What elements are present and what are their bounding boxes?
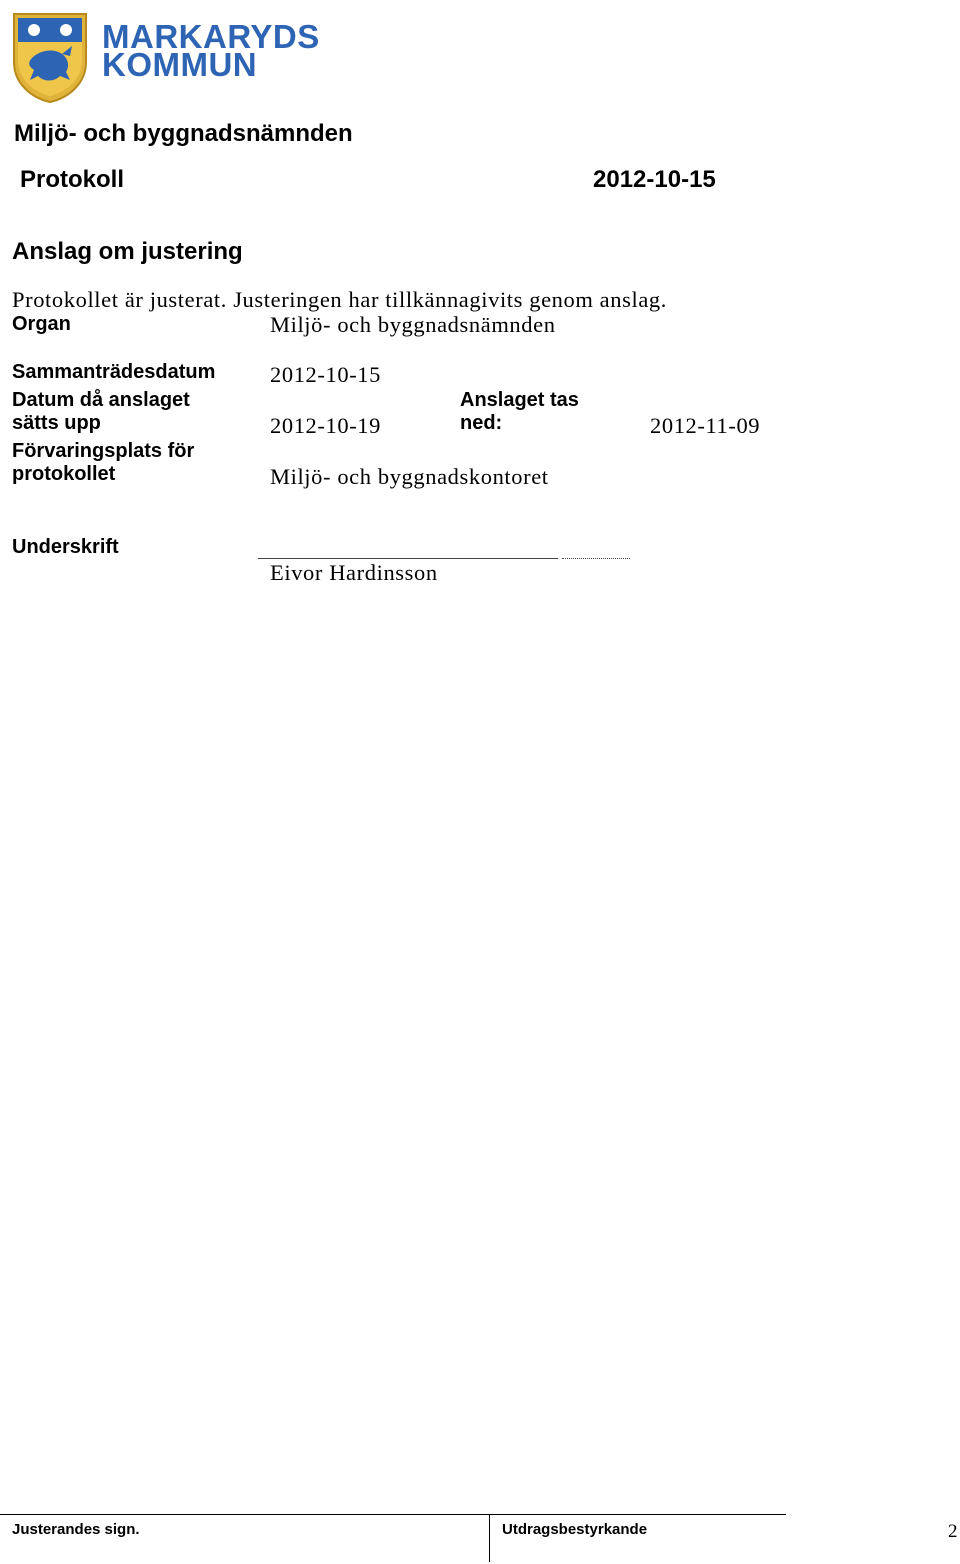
logo-text-line1: MARKARYDS	[102, 18, 320, 55]
signature-line	[258, 558, 558, 559]
signature-line-dotted	[562, 558, 630, 559]
municipality-logo	[10, 10, 320, 105]
storage-label-line2: protokollet	[12, 463, 116, 485]
footer-divider	[0, 1514, 786, 1515]
storage-value: Miljö- och byggnadskontoret	[270, 464, 549, 489]
posted-date-label-line1: Datum då anslaget	[12, 389, 190, 411]
coat-of-arms-icon	[10, 10, 90, 105]
footer-column-divider	[489, 1514, 490, 1562]
organ-value: Miljö- och byggnadsnämnden	[270, 312, 556, 337]
posted-date-label-line2: sätts upp	[12, 412, 101, 434]
page-number: 2	[948, 1521, 958, 1542]
signature-label: Underskrift	[12, 536, 119, 558]
storage-label-line1: Förvaringsplats för	[12, 440, 195, 462]
footer-utdragsbestyrkande: Utdragsbestyrkande	[502, 1521, 648, 1538]
meeting-date-label: Sammanträdesdatum	[12, 361, 216, 383]
removed-date-value: 2012-11-09	[650, 413, 761, 438]
meeting-date-value: 2012-10-15	[270, 362, 381, 387]
posted-date-value: 2012-10-19	[270, 413, 381, 438]
removed-date-label-line2: ned:	[460, 412, 503, 434]
removed-date-label-line1: Anslaget tas	[460, 389, 579, 411]
document-type: Protokoll	[20, 166, 125, 193]
footer-justerandes-sign: Justerandes sign.	[12, 1521, 140, 1538]
organ-label: Organ	[12, 313, 71, 335]
protocol-date: 2012-10-15	[593, 166, 716, 193]
section-title: Anslag om justering	[12, 238, 243, 265]
logo-text-line2: KOMMUN	[102, 46, 258, 83]
department-title: Miljö- och byggnadsnämnden	[14, 120, 353, 147]
intro-text: Protokollet är justerat. Justeringen har tillkännagivits genom anslag.	[12, 287, 667, 312]
signatory-name: Eivor Hardinsson	[270, 560, 438, 585]
